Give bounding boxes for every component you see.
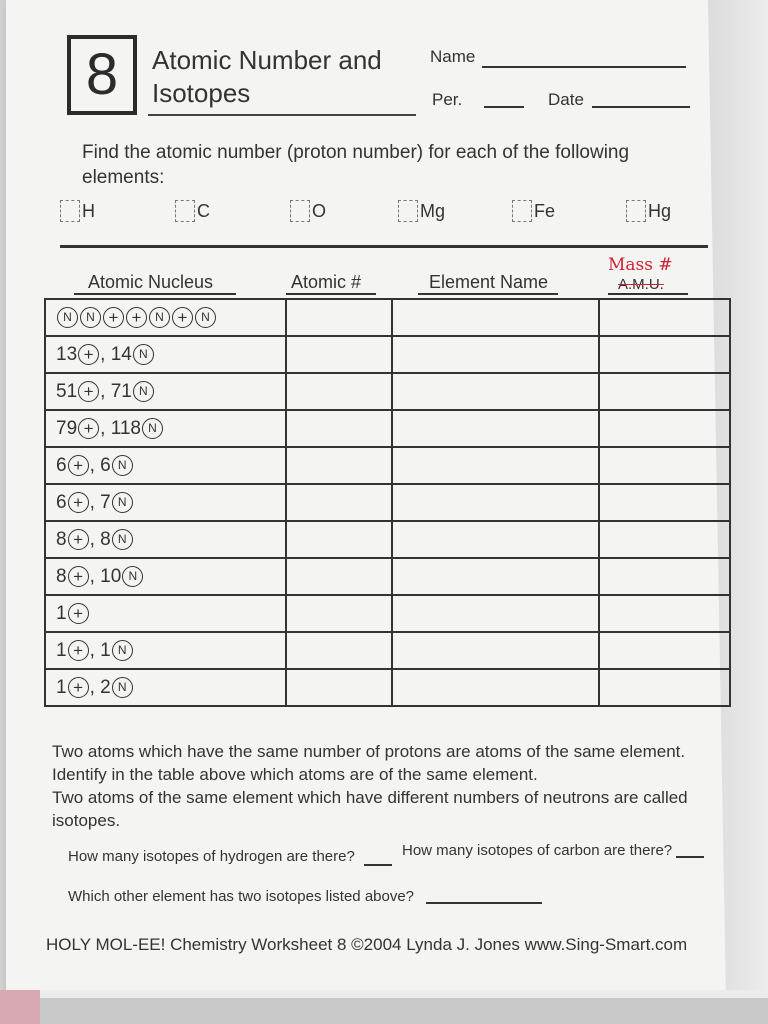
element-name-cell[interactable]: [392, 595, 599, 632]
paragraph-isotopes: Two atoms of the same element which have different numbers of neutrons are called isotopes.: [52, 788, 688, 830]
nucleus-cell: 1 + , 2 N: [45, 669, 286, 706]
atomic-number-cell[interactable]: [286, 336, 392, 373]
copyright-line: HOLY MOL-EE! Chemistry Worksheet 8 ©2004 Lynda J. Jones www.Sing-Smart.com: [46, 935, 688, 954]
neutron-icon: N: [57, 307, 78, 328]
element-name-cell[interactable]: [392, 410, 599, 447]
instructions: Find the atomic number (proton number) for each of the following elements:: [82, 142, 630, 188]
element-o: O: [290, 200, 326, 222]
pink-object: [0, 990, 40, 1024]
mass-number-cell[interactable]: [599, 373, 730, 410]
atomic-number-cell[interactable]: [286, 558, 392, 595]
neutron-icon: N: [112, 677, 133, 698]
element-name-cell[interactable]: [392, 484, 599, 521]
table-row: [45, 521, 730, 558]
nucleus-cell: 13 + , 14 N: [45, 336, 286, 373]
mass-number-cell[interactable]: [599, 410, 730, 447]
element-h: H: [60, 200, 95, 222]
atomic-number-cell[interactable]: [286, 410, 392, 447]
element-name-cell[interactable]: [392, 299, 599, 336]
neutron-icon: N: [80, 307, 101, 328]
proton-icon: +: [126, 307, 147, 328]
edge-strip: [0, 990, 768, 998]
table-row: [45, 669, 730, 706]
mass-number-cell[interactable]: [599, 595, 730, 632]
element-name-cell[interactable]: [392, 558, 599, 595]
table-row: [45, 336, 730, 373]
question-hydrogen: How many isotopes of hydrogen are there?: [68, 848, 355, 865]
table-row: [45, 373, 730, 410]
table-row: [45, 484, 730, 521]
worksheet-title: [152, 44, 382, 110]
proton-icon: +: [172, 307, 193, 328]
proton-icon: +: [68, 529, 89, 550]
header-underline: [608, 293, 688, 295]
nucleus-cell: 1 + , 1 N: [45, 632, 286, 669]
answer-box[interactable]: [60, 200, 80, 222]
proton-icon: +: [78, 418, 99, 439]
element-name-cell[interactable]: [392, 336, 599, 373]
nucleus-cell: 8 + , 10 N: [45, 558, 286, 595]
neutron-icon: N: [142, 418, 163, 439]
proton-icon: +: [78, 381, 99, 402]
answer-hydrogen[interactable]: [364, 864, 392, 866]
title-line-2: Isotopes: [152, 78, 251, 108]
question-carbon: How many isotopes of carbon are there?: [402, 842, 673, 859]
header-underline: [418, 293, 558, 295]
proton-icon: +: [68, 455, 89, 476]
element-mg: Mg: [398, 200, 445, 222]
neutron-icon: N: [122, 566, 143, 587]
mass-number-cell[interactable]: [599, 447, 730, 484]
proton-icon: +: [68, 492, 89, 513]
header-element-name: Element Name: [429, 272, 549, 292]
element-name-cell[interactable]: [392, 447, 599, 484]
neutron-icon: N: [149, 307, 170, 328]
element-hg: Hg: [626, 200, 671, 222]
table-row: [45, 558, 730, 595]
element-c: C: [175, 200, 210, 222]
nucleus-cell: 8 + , 8 N: [45, 521, 286, 558]
proton-icon: +: [103, 307, 124, 328]
period-field[interactable]: [484, 106, 524, 108]
answer-other-element[interactable]: [426, 902, 542, 904]
nucleus-cell: 6 + , 7 N: [45, 484, 286, 521]
nucleus-diagram: [45, 299, 286, 336]
element-name-cell[interactable]: [392, 669, 599, 706]
worksheet-number: 8: [67, 35, 137, 115]
neutron-icon: N: [133, 381, 154, 402]
atomic-number-cell[interactable]: [286, 447, 392, 484]
table-row: [45, 299, 730, 336]
proton-icon: +: [68, 603, 89, 624]
mass-number-cell[interactable]: [599, 632, 730, 669]
footer-text: [52, 740, 722, 832]
answer-box[interactable]: [626, 200, 646, 222]
answer-box[interactable]: [398, 200, 418, 222]
table-row: [45, 447, 730, 484]
element-fe: Fe: [512, 200, 555, 222]
handwritten-mass-number: Mass #: [608, 255, 673, 275]
nucleus-cell: 6 + , 6 N: [45, 447, 286, 484]
atomic-number-cell[interactable]: [286, 521, 392, 558]
date-field[interactable]: [592, 106, 690, 108]
atomic-number-cell[interactable]: [286, 632, 392, 669]
header-atomic-nucleus: Atomic Nucleus: [88, 272, 214, 292]
answer-box[interactable]: [512, 200, 532, 222]
atomic-number-cell[interactable]: [286, 669, 392, 706]
answer-box[interactable]: [175, 200, 195, 222]
nucleus-cell: 1 +: [45, 595, 286, 632]
mass-number-cell[interactable]: [599, 558, 730, 595]
header-underline: [74, 293, 236, 295]
proton-icon: +: [78, 344, 99, 365]
neutron-icon: N: [112, 640, 133, 661]
neutron-icon: N: [133, 344, 154, 365]
neutron-icon: N: [112, 492, 133, 513]
name-label: Name: [430, 47, 476, 66]
paragraph-same-element: Two atoms which have the same number of protons are atoms of the same element. Identify in the table above which atoms are of the same element.: [52, 742, 686, 784]
mass-number-cell[interactable]: [599, 299, 730, 336]
question-other-element: Which other element has two isotopes listed above?: [68, 888, 415, 905]
mass-number-cell[interactable]: [599, 521, 730, 558]
proton-icon: +: [68, 640, 89, 661]
name-field[interactable]: [482, 66, 686, 68]
element-name-cell[interactable]: [392, 373, 599, 410]
atomic-number-cell[interactable]: [286, 595, 392, 632]
title-underline: [148, 114, 416, 116]
section-divider: [60, 245, 708, 248]
proton-icon: +: [68, 566, 89, 587]
atomic-number-cell[interactable]: [286, 484, 392, 521]
header-amu: A.M.U.: [618, 276, 664, 293]
title-line-1: Atomic Number and: [152, 45, 382, 75]
proton-icon: +: [68, 677, 89, 698]
header-underline: [286, 293, 376, 295]
atomic-number-cell[interactable]: [286, 373, 392, 410]
neutron-icon: N: [195, 307, 216, 328]
neutron-icon: N: [112, 529, 133, 550]
date-label: Date: [548, 90, 584, 109]
mass-number-cell[interactable]: [599, 669, 730, 706]
period-label: Per.: [432, 90, 463, 109]
element-name-cell[interactable]: [392, 521, 599, 558]
header-atomic-number: Atomic #: [291, 272, 362, 292]
table-row: [45, 632, 730, 669]
background-surface: [0, 990, 768, 1024]
nucleus-cell: 79 + , 118 N: [45, 410, 286, 447]
table-row: [45, 410, 730, 447]
table-row: [45, 595, 730, 632]
answer-box[interactable]: [290, 200, 310, 222]
answer-carbon[interactable]: [676, 856, 704, 858]
neutron-icon: N: [112, 455, 133, 476]
element-name-cell[interactable]: [392, 632, 599, 669]
atomic-number-cell[interactable]: [286, 299, 392, 336]
mass-number-cell[interactable]: [599, 484, 730, 521]
nucleus-cell: 51 + , 71 N: [45, 373, 286, 410]
nucleus-table: [44, 298, 731, 707]
mass-number-cell[interactable]: [599, 336, 730, 373]
